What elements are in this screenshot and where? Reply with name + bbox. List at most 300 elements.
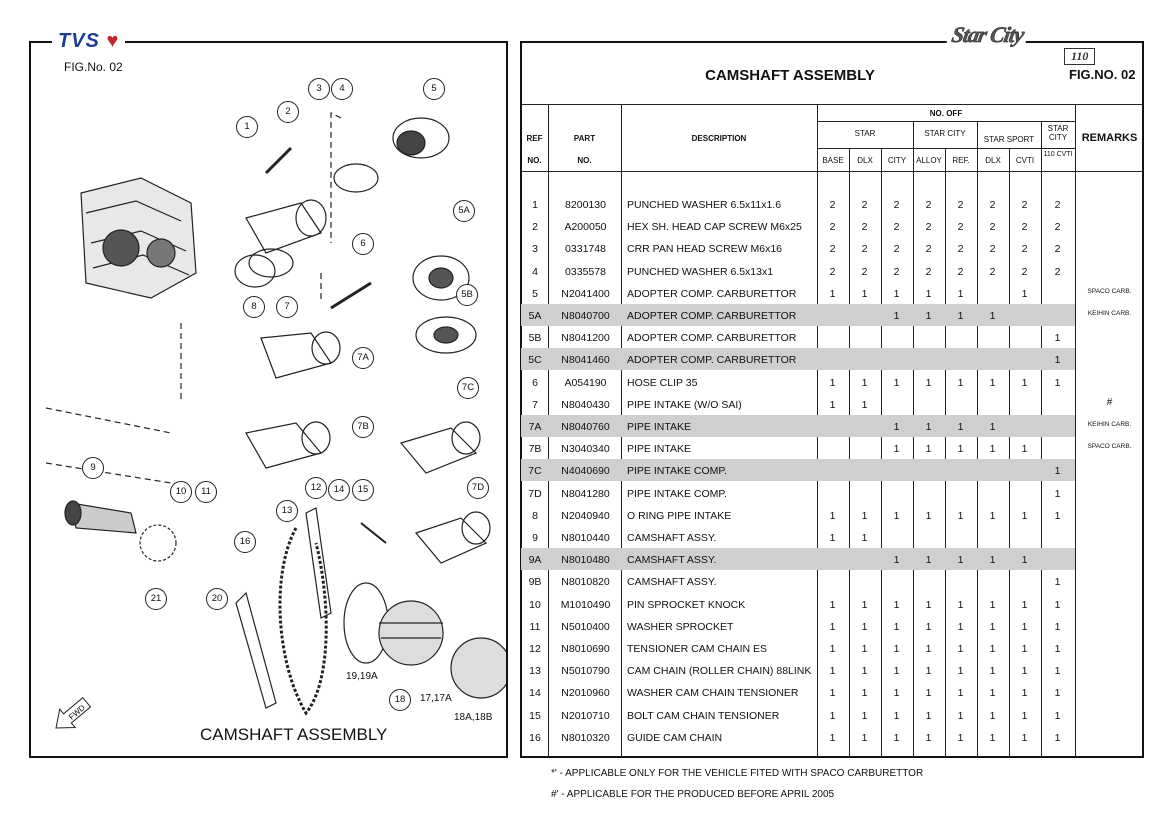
qty-cell: 1 <box>1054 643 1061 655</box>
divider <box>521 171 1143 172</box>
ref-cell: 5C <box>528 354 542 367</box>
variant: CITY <box>887 156 907 165</box>
part-no-cell: N8040700 <box>561 310 610 322</box>
variant: REF. <box>952 156 970 165</box>
qty-cell: 1 <box>1021 709 1028 722</box>
part-no-cell: N8041460 <box>561 354 610 367</box>
qty-cell: 1 <box>829 598 836 611</box>
qty-cell: 1 <box>829 532 836 544</box>
qty-cell: 1 <box>893 554 900 567</box>
qty-cell: 1 <box>1054 509 1061 522</box>
qty-cell: 1 <box>829 287 836 300</box>
fwd-label: FWD <box>67 703 87 722</box>
qty-cell: 2 <box>861 221 868 234</box>
diagram-caption: CAMSHAFT ASSEMBLY <box>200 725 388 744</box>
part-no-cell: A054190 <box>564 376 607 389</box>
ref-cell: 10 <box>529 598 541 611</box>
qty-cell: 1 <box>957 421 964 433</box>
qty-cell: 1 <box>1054 620 1061 633</box>
qty-cell: 1 <box>925 687 932 700</box>
qty-cell: 1 <box>861 376 868 389</box>
description-cell: CRR PAN HEAD SCREW M6x16 <box>627 243 782 256</box>
qty-cell: 1 <box>989 731 996 744</box>
part-no-cell: 0335578 <box>565 265 606 278</box>
divider <box>817 121 1075 122</box>
table-row <box>521 437 1075 459</box>
table-row <box>521 681 1075 703</box>
qty-cell: 1 <box>1021 287 1028 300</box>
qty-cell: 2 <box>893 199 900 211</box>
footnote: #' - APPLICABLE FOR THE PRODUCED BEFORE APRIL 2005 <box>551 789 835 800</box>
qty-cell: 2 <box>989 243 996 256</box>
qty-cell: 1 <box>893 443 900 456</box>
ref-cell: 1 <box>532 199 538 211</box>
qty-cell: 2 <box>893 221 900 234</box>
ref-cell: 11 <box>529 620 541 633</box>
table-row <box>521 570 1075 592</box>
qty-cell: 1 <box>957 598 964 611</box>
callout: 19,19A <box>346 671 378 682</box>
fig-number-left: FIG.No. 02 <box>64 60 123 74</box>
qty-cell: 1 <box>957 554 964 567</box>
qty-cell: 1 <box>861 687 868 700</box>
callout: 7D <box>467 477 489 499</box>
qty-cell: 2 <box>925 199 932 211</box>
description-cell: WASHER CAM CHAIN TENSIONER <box>627 687 799 700</box>
table-row <box>521 371 1075 393</box>
callout: 7A <box>352 347 374 369</box>
callout: 21 <box>145 588 167 610</box>
qty-cell: 1 <box>829 509 836 522</box>
description-cell: PIPE INTAKE (W/O SAI) <box>627 398 742 411</box>
qty-cell: 1 <box>1021 643 1028 655</box>
ref-cell: 2 <box>532 221 538 234</box>
qty-cell: 1 <box>1021 687 1028 700</box>
callout: 4 <box>331 78 353 100</box>
qty-cell: 2 <box>957 243 964 256</box>
qty-cell: 1 <box>893 509 900 522</box>
table-row <box>521 659 1075 681</box>
variant: 110 CVTI <box>1043 151 1073 158</box>
part-no-cell: N8010320 <box>561 731 610 744</box>
footnote: *' - APPLICABLE ONLY FOR THE VEHICLE FITED WITH SPACO CARBURETTOR <box>551 768 924 779</box>
qty-cell: 2 <box>1021 243 1028 256</box>
qty-cell: 1 <box>861 643 868 655</box>
description-cell: ADOPTER COMP. CARBURETTOR <box>627 354 797 367</box>
qty-cell: 1 <box>1054 487 1061 500</box>
variant: DLX <box>857 156 873 165</box>
ref-cell: 13 <box>529 665 541 678</box>
ref-cell: 16 <box>529 731 541 744</box>
qty-cell: 2 <box>893 243 900 256</box>
callout: 2 <box>277 101 299 123</box>
ref-cell: 7B <box>528 443 542 456</box>
callout: 15 <box>352 479 374 501</box>
qty-cell: 1 <box>861 287 868 300</box>
qty-cell: 1 <box>925 287 932 300</box>
part-no-cell: N8041280 <box>561 487 610 500</box>
qty-cell: 2 <box>1054 243 1061 256</box>
qty-cell: 1 <box>893 287 900 300</box>
part-no-cell: 0331748 <box>565 243 606 256</box>
description-cell: ADOPTER COMP. CARBURETTOR <box>627 287 797 300</box>
part-no-cell: M1010490 <box>560 598 611 611</box>
qty-cell: 2 <box>1054 221 1061 234</box>
ref-cell: 9A <box>528 554 542 567</box>
qty-cell: 1 <box>1021 376 1028 389</box>
ref-cell: 15 <box>529 709 541 722</box>
description-cell: PIPE INTAKE <box>627 443 691 456</box>
part-no-cell: N4040690 <box>561 465 610 478</box>
group-star-city: STAR CITY <box>924 129 966 138</box>
qty-cell: 2 <box>957 265 964 278</box>
description-cell: PIPE INTAKE <box>627 421 691 433</box>
description-cell: O RING PIPE INTAKE <box>627 509 732 522</box>
part-no-cell: N2010710 <box>561 709 610 722</box>
group-star-sport: STAR SPORT <box>983 135 1035 144</box>
ref-cell: 14 <box>529 687 541 700</box>
description-cell: ADOPTER COMP. CARBURETTOR <box>627 310 797 322</box>
table-row <box>521 637 1075 659</box>
qty-cell: 1 <box>893 620 900 633</box>
ref-cell: 4 <box>532 265 538 278</box>
qty-cell: 1 <box>925 643 932 655</box>
ref-cell: 7C <box>528 465 542 478</box>
qty-cell: 1 <box>1054 731 1061 744</box>
callout: 12 <box>305 477 327 499</box>
qty-cell: 2 <box>925 243 932 256</box>
qty-cell: 1 <box>925 731 932 744</box>
qty-cell: 1 <box>829 620 836 633</box>
qty-cell: 1 <box>925 709 932 722</box>
table-row <box>521 393 1075 415</box>
page-title: CAMSHAFT ASSEMBLY <box>705 67 875 84</box>
callout: 18A,18B <box>454 712 493 723</box>
remarks-cell: # <box>1106 396 1113 408</box>
qty-cell: 1 <box>925 509 932 522</box>
qty-cell: 2 <box>829 265 836 278</box>
ref-cell: 6 <box>532 376 538 389</box>
qty-cell: 1 <box>957 731 964 744</box>
callout: 5 <box>423 78 445 100</box>
callout: 14 <box>328 479 350 501</box>
qty-cell: 2 <box>861 199 868 211</box>
qty-cell: 1 <box>861 398 868 411</box>
part-no-cell: N5010400 <box>561 620 610 633</box>
qty-cell: 1 <box>989 709 996 722</box>
qty-cell: 1 <box>893 643 900 655</box>
table-row <box>521 237 1075 259</box>
ref-cell: 7D <box>528 487 542 500</box>
callout: 20 <box>206 588 228 610</box>
ref-cell: 3 <box>532 243 538 256</box>
col-part: PART <box>573 134 596 143</box>
qty-cell: 1 <box>989 443 996 456</box>
qty-cell: 2 <box>829 199 836 211</box>
product-logo: Star City <box>946 22 1030 48</box>
qty-cell: 1 <box>1021 665 1028 678</box>
fig-number: FIG.NO. 02 <box>1069 67 1136 82</box>
description-cell: PUNCHED WASHER 6.5x13x1 <box>627 265 774 278</box>
qty-cell: 1 <box>893 376 900 389</box>
qty-cell: 1 <box>861 731 868 744</box>
description-cell: CAMSHAFT ASSY. <box>627 532 717 544</box>
qty-cell: 1 <box>893 598 900 611</box>
table-row <box>521 326 1075 348</box>
qty-cell: 2 <box>861 243 868 256</box>
divider <box>817 148 1075 149</box>
callout: 13 <box>276 500 298 522</box>
qty-cell: 1 <box>861 620 868 633</box>
part-no-cell: N3040340 <box>561 443 610 456</box>
description-cell: CAM CHAIN (ROLLER CHAIN) 88LINK <box>627 665 812 678</box>
qty-cell: 1 <box>989 687 996 700</box>
qty-cell: 1 <box>893 421 900 433</box>
table-row <box>521 193 1075 215</box>
remarks-cell: KEIHIN CARB. <box>1087 421 1132 428</box>
qty-cell: 2 <box>1054 265 1061 278</box>
callout: 7C <box>457 377 479 399</box>
qty-cell: 1 <box>1054 687 1061 700</box>
variant: CVTI <box>1015 156 1035 165</box>
callout: 16 <box>234 531 256 553</box>
qty-cell: 1 <box>829 687 836 700</box>
col-ref: NO. <box>527 156 542 165</box>
group-star: STAR <box>854 129 876 138</box>
description-cell: PIPE INTAKE COMP. <box>627 465 727 478</box>
qty-cell: 1 <box>861 665 868 678</box>
callout: 5B <box>456 284 478 306</box>
description-cell: PIN SPROCKET KNOCK <box>627 598 746 611</box>
table-row <box>521 526 1075 548</box>
qty-cell: 1 <box>989 421 996 433</box>
qty-cell: 1 <box>1054 598 1061 611</box>
qty-cell: 1 <box>893 709 900 722</box>
qty-cell: 1 <box>925 598 932 611</box>
divider <box>521 104 1143 105</box>
qty-cell: 1 <box>1021 598 1028 611</box>
qty-cell: 1 <box>829 709 836 722</box>
qty-cell: 1 <box>989 554 996 567</box>
product-logo-sub: 110 <box>1064 48 1095 65</box>
qty-cell: 1 <box>957 687 964 700</box>
part-no-cell: N5010790 <box>561 665 610 678</box>
qty-cell: 2 <box>1054 199 1061 211</box>
qty-cell: 2 <box>989 221 996 234</box>
qty-cell: 1 <box>1021 443 1028 456</box>
col-description: DESCRIPTION <box>691 134 747 143</box>
qty-cell: 1 <box>925 665 932 678</box>
qty-cell: 1 <box>925 620 932 633</box>
qty-cell: 2 <box>829 221 836 234</box>
qty-cell: 1 <box>1054 665 1061 678</box>
qty-cell: 1 <box>1021 509 1028 522</box>
qty-cell: 2 <box>861 265 868 278</box>
table-row <box>521 593 1075 615</box>
part-no-cell: N2041400 <box>561 287 610 300</box>
qty-cell: 1 <box>893 687 900 700</box>
ref-cell: 5 <box>532 287 538 300</box>
description-cell: TENSIONER CAM CHAIN ES <box>627 643 768 655</box>
qty-cell: 2 <box>989 199 996 211</box>
group-star-city-110: STAR CITY <box>1047 124 1069 142</box>
table-row <box>521 726 1075 748</box>
qty-cell: 1 <box>1021 554 1028 567</box>
qty-cell: 1 <box>1054 354 1061 367</box>
ref-cell: 9B <box>528 576 542 589</box>
qty-cell: 1 <box>957 643 964 655</box>
brand-logo: TVS ♥ <box>52 30 125 53</box>
callout: 9 <box>82 457 104 479</box>
qty-cell: 1 <box>957 665 964 678</box>
qty-cell: 1 <box>893 731 900 744</box>
col-no-off: NO. OFF <box>929 109 963 118</box>
qty-cell: 1 <box>829 398 836 411</box>
part-no-cell: A200050 <box>564 221 607 234</box>
qty-cell: 2 <box>957 221 964 234</box>
description-cell: GUIDE CAM CHAIN <box>627 731 723 744</box>
col-ref: REF <box>526 134 543 143</box>
qty-cell: 1 <box>1054 376 1061 389</box>
qty-cell: 1 <box>829 643 836 655</box>
description-cell: HEX SH. HEAD CAP SCREW M6x25 <box>627 221 802 234</box>
qty-cell: 2 <box>1021 199 1028 211</box>
qty-cell: 1 <box>861 532 868 544</box>
callout: 8 <box>243 296 265 318</box>
ref-cell: 8 <box>532 509 538 522</box>
callout: 18 <box>389 689 411 711</box>
description-cell: BOLT CAM CHAIN TENSIONER <box>627 709 780 722</box>
exploded-view-diagram <box>31 43 506 756</box>
qty-cell: 1 <box>989 620 996 633</box>
remarks-cell: KEIHIN CARB. <box>1087 310 1132 317</box>
qty-cell: 1 <box>989 509 996 522</box>
col-remarks: REMARKS <box>1081 132 1138 144</box>
qty-cell: 1 <box>1021 731 1028 744</box>
qty-cell: 1 <box>1021 620 1028 633</box>
table-row <box>521 260 1075 282</box>
callout: 7 <box>276 296 298 318</box>
qty-cell: 1 <box>861 509 868 522</box>
remarks-cell: SPACO CARB. <box>1087 443 1132 451</box>
part-no-cell: N8010690 <box>561 643 610 655</box>
variant: BASE <box>822 156 844 165</box>
qty-cell: 2 <box>829 243 836 256</box>
qty-cell: 1 <box>861 709 868 722</box>
qty-cell: 1 <box>925 443 932 456</box>
ref-cell: 12 <box>529 643 541 655</box>
qty-cell: 1 <box>957 443 964 456</box>
variant: DLX <box>985 156 1001 165</box>
col-part: NO. <box>577 156 592 165</box>
qty-cell: 1 <box>957 376 964 389</box>
qty-cell: 1 <box>1054 465 1061 478</box>
ref-cell: 9 <box>532 532 538 544</box>
callout: 3 <box>308 78 330 100</box>
qty-cell: 2 <box>1021 221 1028 234</box>
qty-cell: 1 <box>989 376 996 389</box>
description-cell: HOSE CLIP 35 <box>627 376 698 389</box>
callout: 5A <box>453 200 475 222</box>
qty-cell: 1 <box>893 310 900 322</box>
part-no-cell: N8010820 <box>561 576 610 589</box>
qty-cell: 2 <box>989 265 996 278</box>
table-row <box>521 348 1075 370</box>
qty-cell: 1 <box>861 598 868 611</box>
table-row <box>521 215 1075 237</box>
table-row <box>521 282 1075 304</box>
qty-cell: 1 <box>989 598 996 611</box>
callout: 17,17A <box>420 693 452 704</box>
qty-cell: 2 <box>925 265 932 278</box>
qty-cell: 1 <box>989 643 996 655</box>
qty-cell: 2 <box>1021 265 1028 278</box>
table-row <box>521 304 1075 326</box>
callout: 6 <box>352 233 374 255</box>
qty-cell: 1 <box>989 665 996 678</box>
qty-cell: 1 <box>829 665 836 678</box>
qty-cell: 2 <box>925 221 932 234</box>
remarks-cell: SPACO CARB. <box>1087 287 1132 295</box>
table-row <box>521 482 1075 504</box>
description-cell: CAMSHAFT ASSY. <box>627 576 717 589</box>
ref-cell: 5B <box>528 332 542 345</box>
table-row <box>521 504 1075 526</box>
part-no-cell: N8040760 <box>561 421 610 433</box>
qty-cell: 1 <box>925 376 932 389</box>
ref-cell: 7A <box>528 421 542 433</box>
qty-cell: 1 <box>1054 332 1061 345</box>
part-no-cell: N2010960 <box>561 687 610 700</box>
qty-cell: 1 <box>893 665 900 678</box>
qty-cell: 1 <box>925 310 932 322</box>
qty-cell: 1 <box>829 376 836 389</box>
table-row <box>521 615 1075 637</box>
table-row <box>521 415 1075 437</box>
table-row <box>521 704 1075 726</box>
part-no-cell: N8041200 <box>561 332 610 345</box>
part-no-cell: N8040430 <box>561 398 610 411</box>
qty-cell: 1 <box>957 509 964 522</box>
qty-cell: 1 <box>829 731 836 744</box>
part-no-cell: N8010480 <box>561 554 610 567</box>
ref-cell: 7 <box>532 398 538 411</box>
qty-cell: 1 <box>957 620 964 633</box>
qty-cell: 2 <box>893 265 900 278</box>
callout: 7B <box>352 416 374 438</box>
description-cell: CAMSHAFT ASSY. <box>627 554 717 567</box>
description-cell: WASHER SPROCKET <box>627 620 734 633</box>
qty-cell: 1 <box>957 709 964 722</box>
table-row <box>521 548 1075 570</box>
description-cell: ADOPTER COMP. CARBURETTOR <box>627 332 797 345</box>
description-cell: PIPE INTAKE COMP. <box>627 487 727 500</box>
qty-cell: 1 <box>925 421 932 433</box>
description-cell: PUNCHED WASHER 6.5x11x1.6 <box>627 199 782 211</box>
qty-cell: 1 <box>957 310 964 322</box>
ref-cell: 5A <box>528 310 542 322</box>
qty-cell: 1 <box>1054 709 1061 722</box>
divider <box>1075 104 1076 757</box>
part-no-cell: N2040940 <box>561 509 610 522</box>
qty-cell: 2 <box>957 199 964 211</box>
callout: 11 <box>195 481 217 503</box>
qty-cell: 1 <box>989 310 996 322</box>
part-no-cell: N8010440 <box>561 532 610 544</box>
variant: ALLOY <box>916 156 942 165</box>
qty-cell: 1 <box>925 554 932 567</box>
table-row <box>521 459 1075 481</box>
